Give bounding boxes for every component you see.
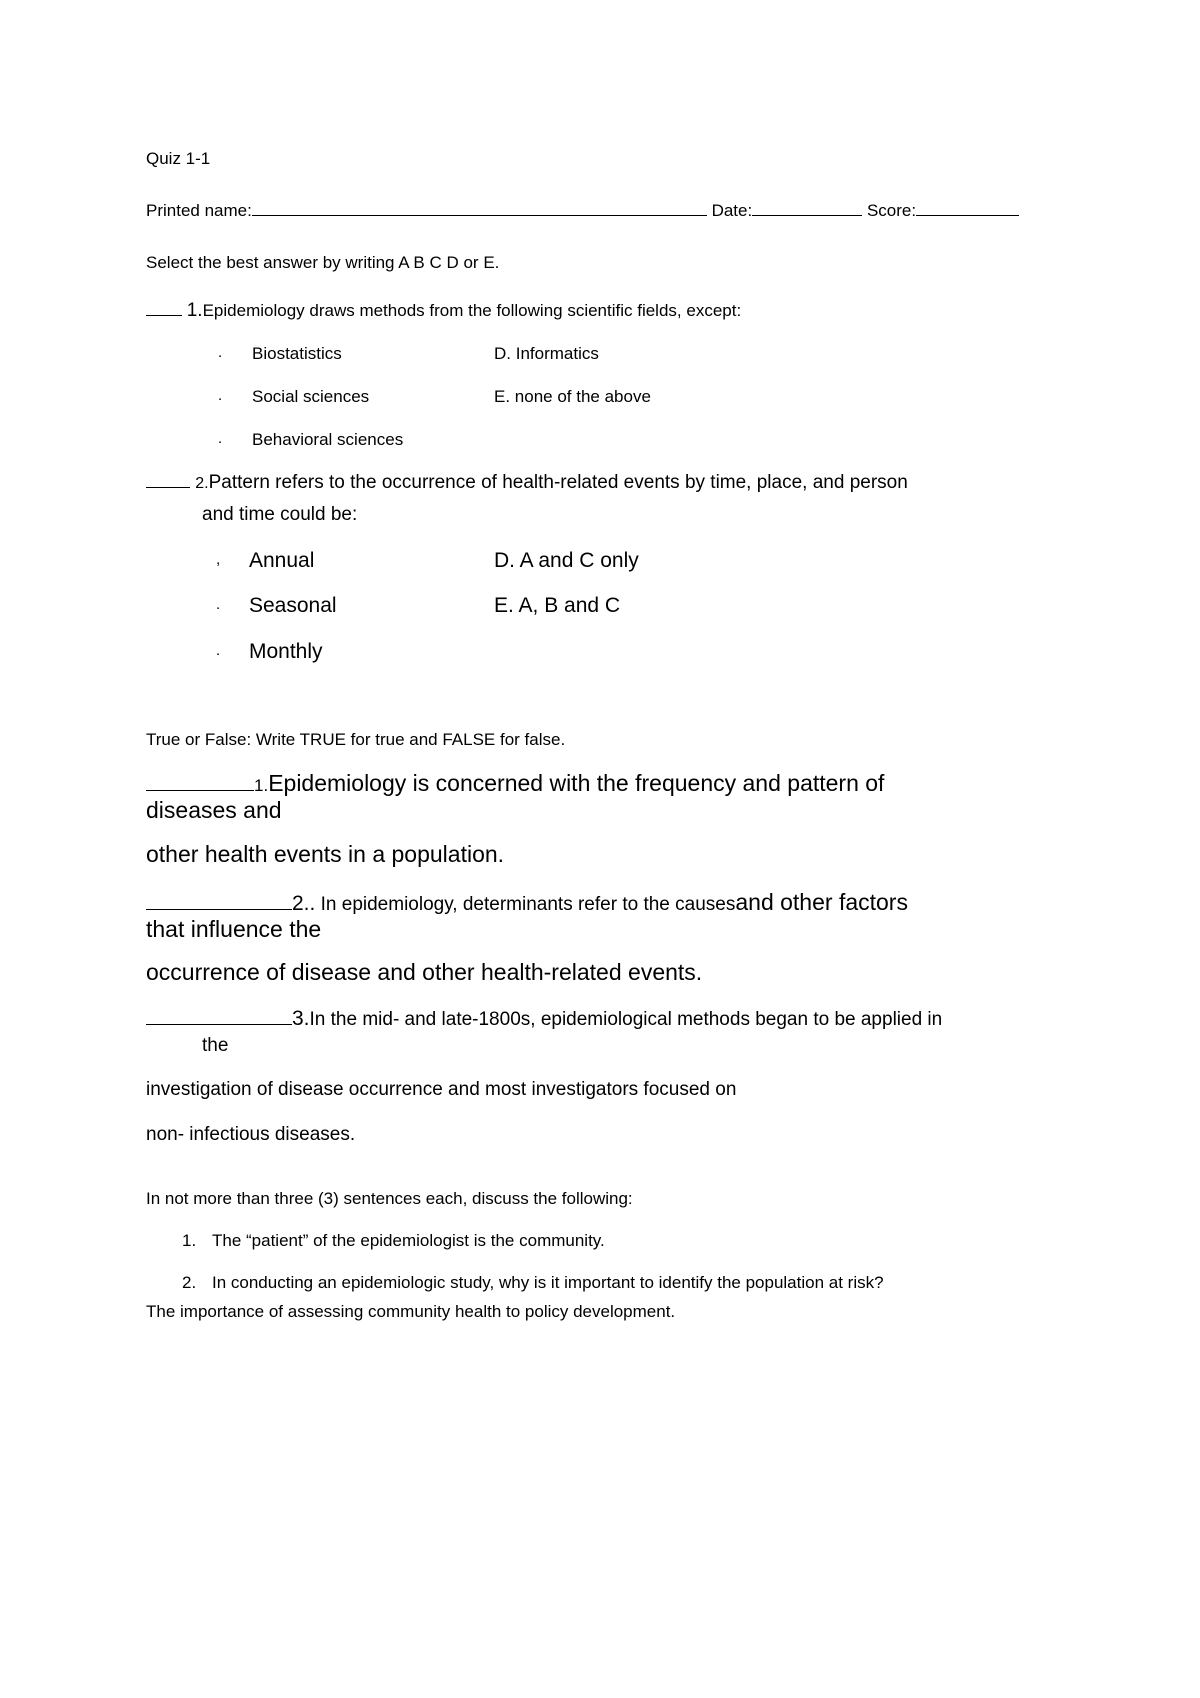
statement-text-continued: other health events in a population. (146, 841, 505, 867)
tf-statement-2 (146, 889, 908, 916)
option-e: E. none of the above (494, 387, 651, 406)
option-c: Behavioral sciences (252, 430, 404, 449)
date-label: Date: (711, 201, 753, 220)
option-bullet: . (216, 642, 221, 659)
option-a: Annual (249, 549, 315, 572)
question-text: Epidemiology draws methods from the following scientific fields, except: (202, 301, 742, 320)
item-text: In conducting an epidemiologic study, why is it important to identify the population at risk? (212, 1273, 884, 1292)
tf-instruction: True or False: Write TRUE for true and FALSE for false. (146, 730, 566, 749)
statement-text-continued: the (202, 1035, 229, 1056)
option-bullet: . (218, 387, 223, 404)
option-d: D. Informatics (494, 344, 599, 363)
essay-instruction: In not more than three (3) sentences each, discuss the following: (146, 1189, 633, 1208)
option-e: E. A, B and C (494, 594, 621, 617)
option-c: Monthly (249, 640, 323, 663)
statement-text-continued: occurrence of disease and other health-related events. (146, 959, 703, 985)
option-bullet: . (216, 596, 221, 613)
statement-text: Epidemiology is concerned with the frequency and pattern of (268, 770, 885, 796)
answer-blank[interactable] (146, 1023, 292, 1025)
name-blank[interactable] (252, 214, 707, 216)
name-label: Printed name: (146, 201, 252, 220)
option-b: Social sciences (252, 387, 370, 406)
mc-question-1 (146, 300, 741, 322)
option-b: Seasonal (249, 594, 337, 617)
item-text: The “patient” of the epidemiologist is the community. (212, 1231, 605, 1250)
essay-item-1 (182, 1231, 605, 1251)
statement-text-continued: that influence the (146, 916, 322, 942)
question-text: Pattern refers to the occurrence of health-related events by time, place, and person (208, 472, 908, 493)
option-d: D. A and C only (494, 549, 639, 572)
statement-text: and other factors (735, 889, 908, 915)
statement-number: 2.. (292, 892, 316, 915)
question-number: 1. (186, 300, 203, 321)
header-line (146, 201, 1019, 221)
option-bullet: . (218, 430, 223, 447)
mc-instruction: Select the best answer by writing A B C D or E. (146, 253, 500, 272)
answer-blank[interactable] (146, 314, 182, 316)
option-bullet: , (216, 551, 221, 568)
tf-statement-1 (146, 770, 884, 797)
answer-blank[interactable] (146, 486, 190, 488)
score-label: Score: (866, 201, 917, 220)
statement-number: 1. (254, 776, 269, 795)
answer-blank[interactable] (146, 789, 254, 791)
essay-item-2 (182, 1273, 884, 1293)
date-blank[interactable] (752, 214, 862, 216)
question-text-continued: and time could be: (202, 504, 358, 525)
score-blank[interactable] (916, 214, 1019, 216)
answer-blank[interactable] (146, 908, 292, 910)
statement-text-continued: diseases and (146, 797, 282, 823)
statement-text-continued: non- infectious diseases. (146, 1124, 356, 1145)
item-number: 1. (182, 1231, 197, 1250)
statement-text: In epidemiology, determinants refer to the causes (315, 894, 736, 915)
quiz-title: Quiz 1-1 (146, 149, 211, 168)
question-number: 2. (195, 475, 209, 492)
statement-text: In the mid- and late-1800s, epidemiological methods began to be applied in (309, 1009, 943, 1030)
statement-text-continued: investigation of disease occurrence and most investigators focused on (146, 1079, 737, 1100)
option-a: Biostatistics (252, 344, 342, 363)
item-number: 2. (182, 1273, 197, 1292)
tf-statement-3 (146, 1007, 942, 1031)
option-bullet: . (218, 344, 223, 361)
mc-question-2 (146, 472, 908, 494)
statement-number: 3. (292, 1007, 310, 1030)
essay-trailing-text: The importance of assessing community health to policy development. (146, 1302, 676, 1321)
